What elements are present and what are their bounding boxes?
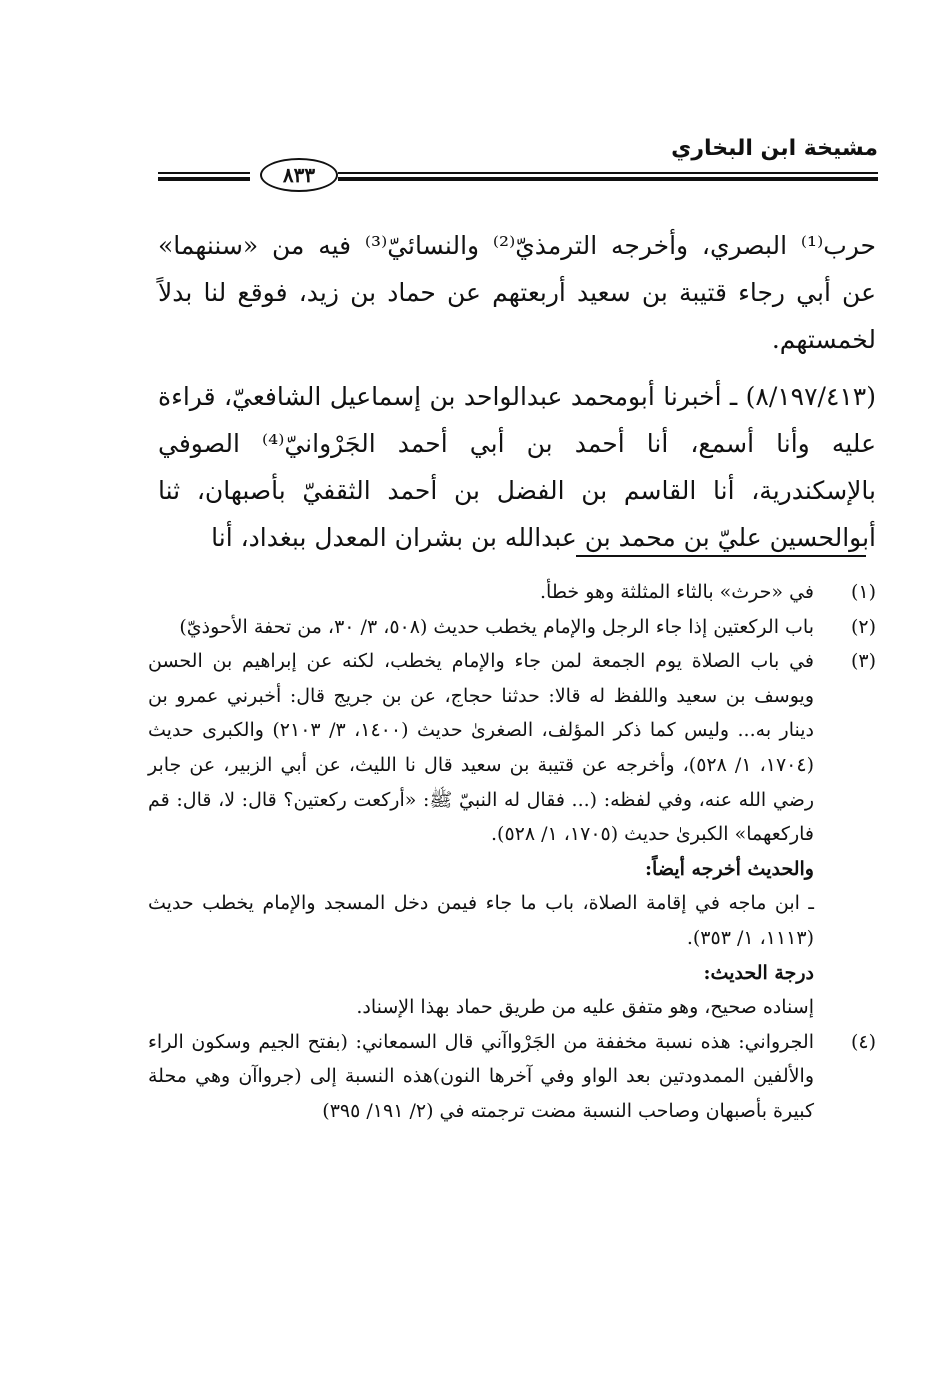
footnote-number: (٤) <box>850 1030 876 1053</box>
footnote-number: (٢) <box>850 615 876 638</box>
footnote-subtext: ـ ابن ماجه في إقامة الصلاة، باب ما جاء فيمن دخل المسجد والإمام يخطب حديث (١١١٣، ١/ ٣٥٣). <box>148 892 814 949</box>
footnote-subheading: درجة الحديث: <box>703 961 814 984</box>
footnote-text: في باب الصلاة يوم الجمعة لمن جاء والإمام يخطب، لكنه عن إبراهيم بن الحسن ويوسف بن سعيد واللفظ له قالا: حدثنا حجاج، عن بن جريج قال: أخبرني عمرو بن دينار به... وليس كما ذكر المؤلف، الصغرىٰ حديث (١٤٠٠، ٣/ ٢١٠٣) والكبرى حديث (١٧٠٤، ١/ ٥٢٨)، وأخرجه عن قتيبة بن سعيد قال نا الليث، عن أبي الزبير، عن جابر رضي الله عنه، وفي لفظه: (... فقال له النبيّ ﷺ: «أركعت ركعتين؟ قال: لا، قال: قم فاركعهما» الكبرىٰ حديث (١٧٠٥، ١/ ٥٢٨). <box>148 650 814 846</box>
header-rule-left <box>158 172 250 174</box>
footnote-number: (٣) <box>850 650 876 673</box>
page-number: ٨٣٣ <box>260 158 338 192</box>
footnote-1 <box>148 575 876 610</box>
main-paragraph-2: (٨/١٩٧/٤١٣) ـ أخبرنا أبومحمد عبدالواحد بن إسماعيل الشافعيّ، قراءة عليه وأنا أسمع، أنا أحمد بن أبي أحمد الجَرْوانيّ⁽⁴⁾ الصوفي بالإسكندرية، أنا القاسم بن الفضل بن أحمد الثقفيّ بأصبهان، ثنا أبوالحسين عليّ بن محمد بن عبدالله بن بشران المعدل ببغداد، أنا <box>158 382 876 552</box>
page-header <box>150 128 878 188</box>
footnote-separator <box>576 555 866 557</box>
main-text <box>158 222 876 561</box>
footnote-subtext: إسناده صحيح، وهو متفق عليه من طريق حماد بهذا الإسناد. <box>356 996 814 1019</box>
header-rule-left-thick <box>158 177 250 181</box>
footnotes <box>148 575 876 1129</box>
header-rule-thick <box>338 177 878 181</box>
footnote-number: (١) <box>850 581 876 603</box>
footnote-4 <box>148 1025 876 1129</box>
main-paragraph-1: حرب⁽¹⁾ البصري، وأخرجه الترمذيّ⁽²⁾ والنسائيّ⁽³⁾ فيه من «سننهما» عن أبي رجاء قتيبة بن سعيد أربعتهم عن حماد بن زيد، فوقع لنا بدلاً لخمستهم. <box>158 231 876 354</box>
footnote-2 <box>148 610 876 645</box>
footnote-text: الجرواني: هذه نسبة مخففة من الجَرْواآني قال السمعاني: (بفتح الجيم وسكون الراء والألفين الممدودتين بعد الواو وفي آخرها النون)هذه النسبة إلى (جرواآن وهي محلة كبيرة بأصبهان وصاحب النسبة مضت ترجمته في (٢/ ١٩١/ ٣٩٥) <box>148 1030 814 1122</box>
footnote-subheading: والحديث أخرجه أيضاً: <box>645 857 814 880</box>
footnote-text: في «حرث» بالثاء المثلثة وهو خطأ. <box>540 581 814 603</box>
footnote-3 <box>148 644 876 1025</box>
header-rule <box>338 172 878 174</box>
running-title: مشيخة ابن البخاري <box>671 136 878 161</box>
footnote-text: باب الركعتين إذا جاء الرجل والإمام يخطب حديث (٥٠٨، ٣/ ٣٠، من تحفة الأحوذيّ) <box>179 615 814 638</box>
